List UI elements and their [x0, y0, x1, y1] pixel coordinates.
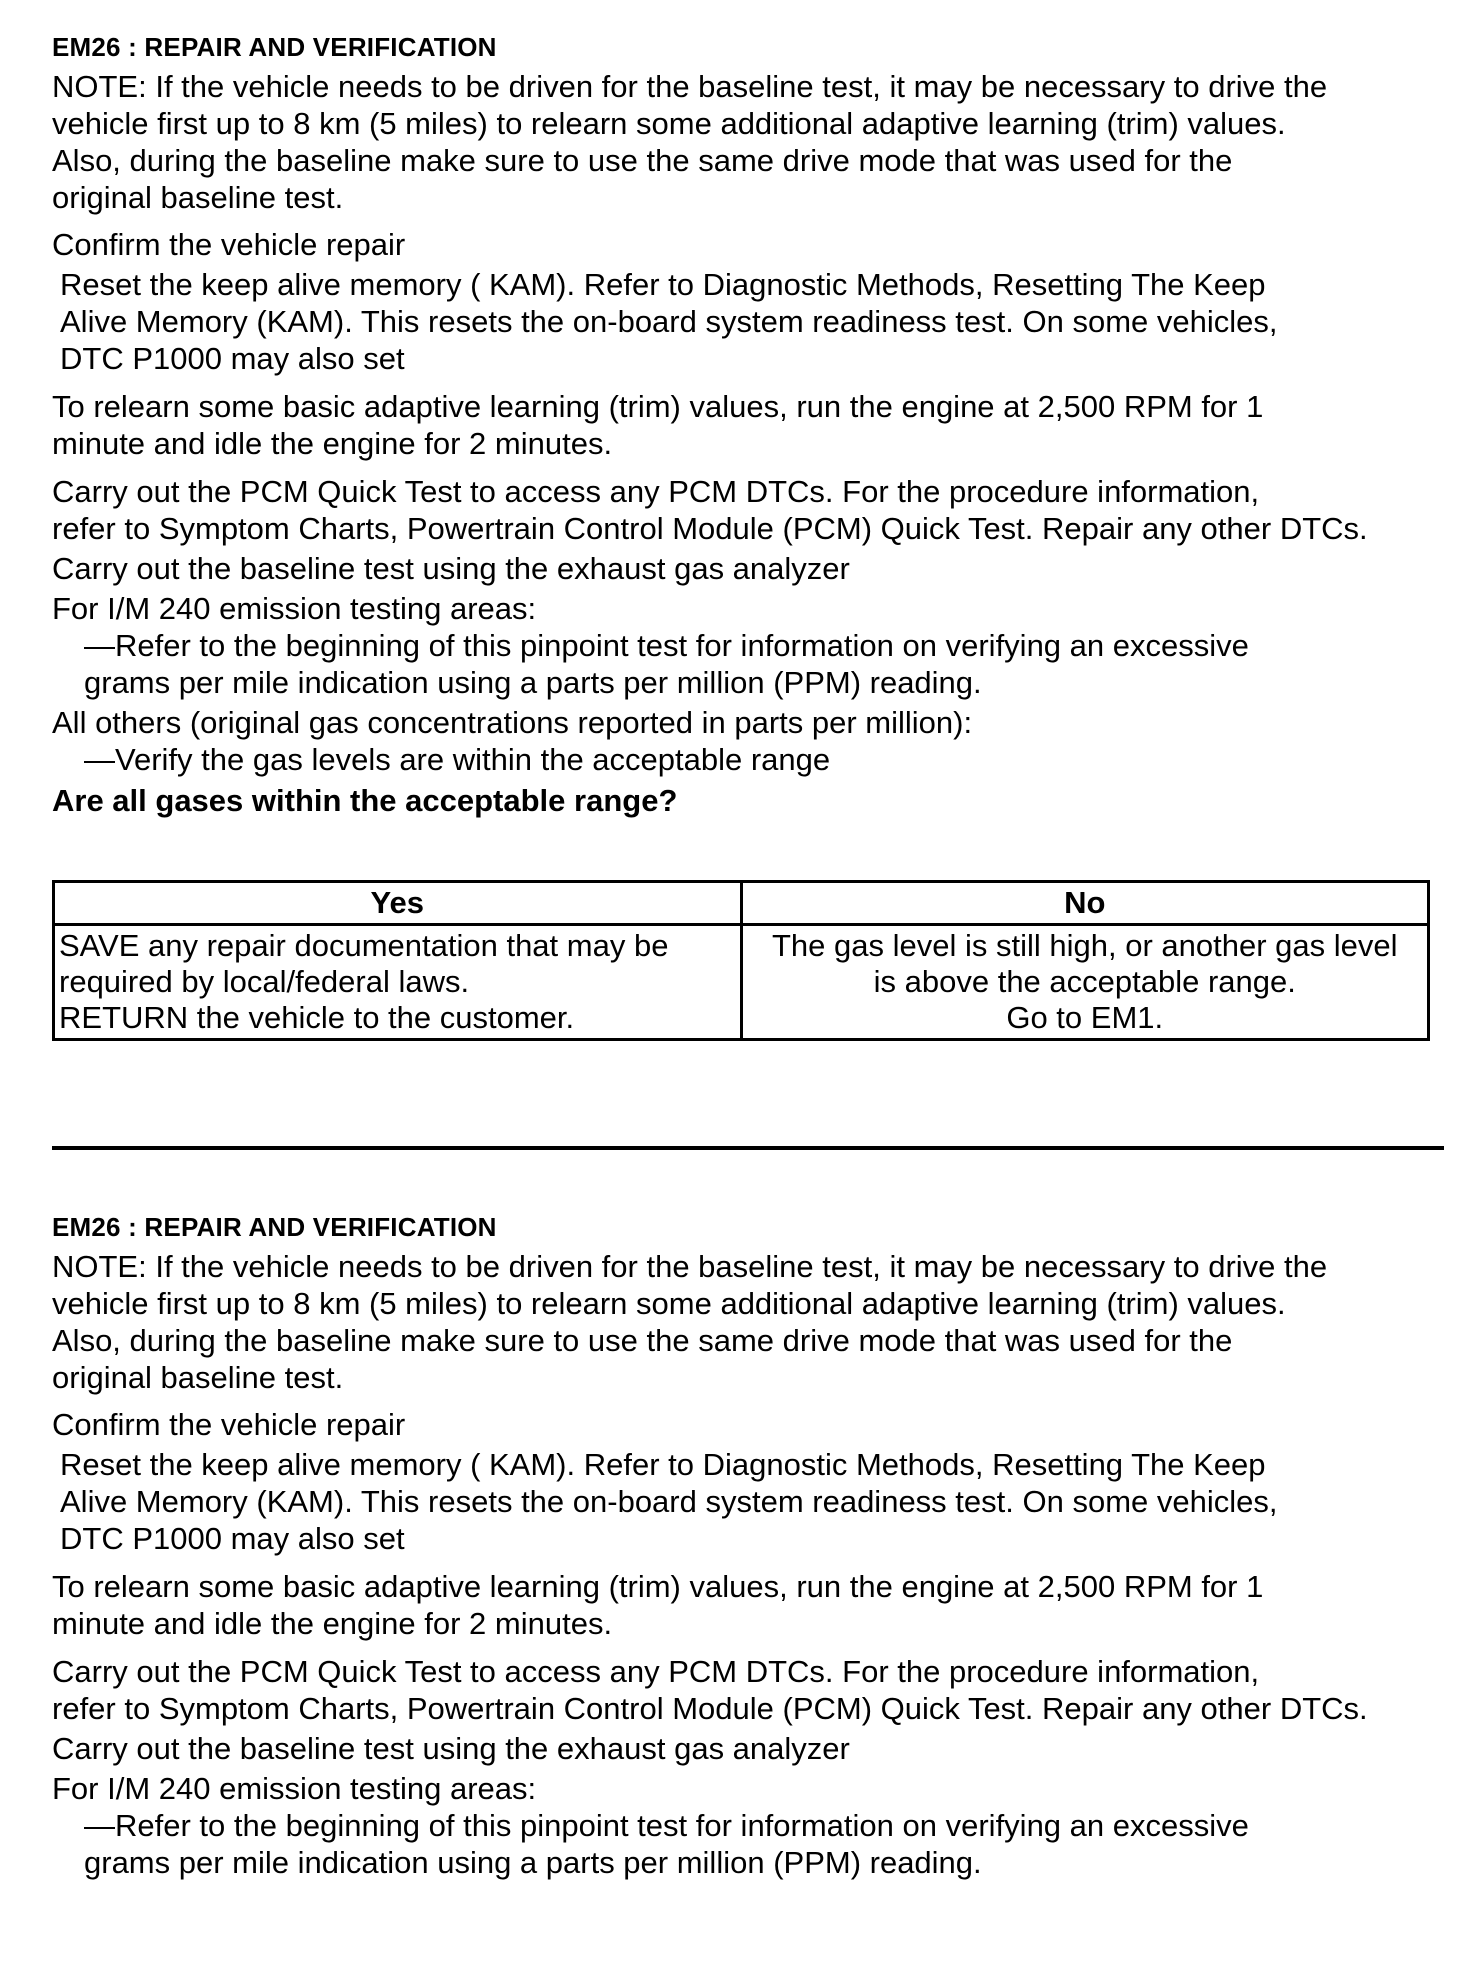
no-cell: The gas level is still high, or another gas level is above the acceptable range. Go to EM1. [741, 925, 1429, 1040]
relearn-step: To relearn some basic adaptive learning (trim) values, run the engine at 2,500 RPM for 1 minute and idle the engine for 2 minutes. [52, 1569, 1264, 1641]
yes-header: Yes [54, 882, 742, 925]
section-em26-first [52, 32, 1452, 1041]
acceptable-range-question: Are all gases within the acceptable range? [52, 783, 678, 818]
quick-test-step: Carry out the PCM Quick Test to access any PCM DTCs. For the procedure information, refer to Symptom Charts, Powertrain Control Module (PCM) Quick Test. Repair any other DTCs. [52, 474, 1368, 546]
yes-cell: SAVE any repair documentation that may be required by local/federal laws. RETURN the vehicle to the customer. [54, 925, 742, 1040]
no-header: No [741, 882, 1429, 925]
baseline-step: Carry out the baseline test using the exhaust gas analyzer [52, 551, 850, 586]
section-divider [52, 1146, 1444, 1150]
im240-label: For I/M 240 emission testing areas: [52, 591, 537, 626]
reset-kam-step: Reset the keep alive memory ( KAM). Refer to Diagnostic Methods, Resetting The Keep Alive Memory (KAM). This resets the on-board system readiness test. On some vehicles, DTC P1000 may also set [60, 267, 1278, 376]
reset-kam-step: Reset the keep alive memory ( KAM). Refer to Diagnostic Methods, Resetting The Keep Alive Memory (KAM). This resets the on-board system readiness test. On some vehicles, DTC P1000 may also set [60, 1447, 1278, 1556]
relearn-step: To relearn some basic adaptive learning (trim) values, run the engine at 2,500 RPM for 1 minute and idle the engine for 2 minutes. [52, 389, 1264, 461]
note-paragraph: NOTE: If the vehicle needs to be driven for the baseline test, it may be necessary to drive the vehicle first up to 8 km (5 miles) to relearn some additional adaptive learning (trim) values. Also, during the baseline make sure to use the same drive mode that was used for the original baseline test. [52, 1249, 1328, 1395]
baseline-step: Carry out the baseline test using the exhaust gas analyzer [52, 1731, 850, 1766]
document-page [52, 0, 1452, 1035]
quick-test-step: Carry out the PCM Quick Test to access any PCM DTCs. For the procedure information, refer to Symptom Charts, Powertrain Control Module (PCM) Quick Test. Repair any other DTCs. [52, 1654, 1368, 1726]
yes-no-table [52, 880, 1430, 1041]
others-label: All others (original gas concentrations reported in parts per million): [52, 705, 973, 740]
section-heading: EM26 : REPAIR AND VERIFICATION [52, 32, 497, 62]
im240-label: For I/M 240 emission testing areas: [52, 1771, 537, 1806]
section-em26-second [52, 1212, 1452, 1881]
others-detail: —Verify the gas levels are within the acceptable range [84, 742, 831, 777]
confirm-step: Confirm the vehicle repair [52, 1407, 406, 1442]
im240-detail: —Refer to the beginning of this pinpoint test for information on verifying an excessive grams per mile indication using a parts per million (PPM) reading. [84, 628, 1249, 700]
note-paragraph: NOTE: If the vehicle needs to be driven for the baseline test, it may be necessary to drive the vehicle first up to 8 km (5 miles) to relearn some additional adaptive learning (trim) values. Also, during the baseline make sure to use the same drive mode that was used for the original baseline test. [52, 69, 1328, 215]
document-page-lower [52, 1212, 1452, 1881]
section-heading: EM26 : REPAIR AND VERIFICATION [52, 1212, 497, 1242]
confirm-step: Confirm the vehicle repair [52, 227, 406, 262]
im240-detail: —Refer to the beginning of this pinpoint test for information on verifying an excessive grams per mile indication using a parts per million (PPM) reading. [84, 1808, 1249, 1880]
